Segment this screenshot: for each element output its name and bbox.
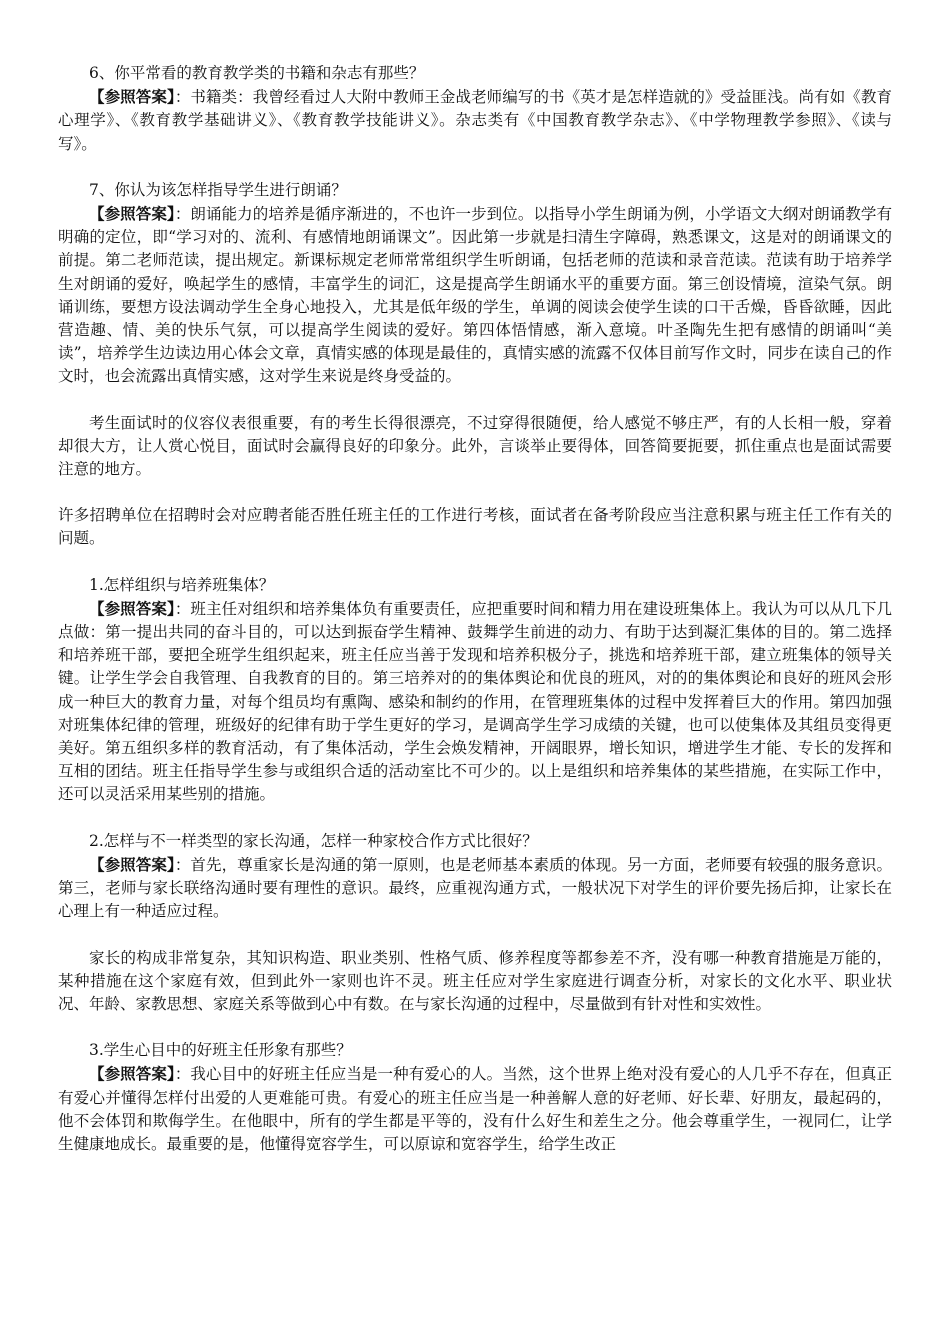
answer-class-3-text: ：我心目中的好班主任应当是一种有爱心的人。当然，这个世界上绝对没有爱心的人几乎不存在，但真正有爱心并懂得怎样付出爱的人更难能可贵。有爱心的班主任应当是一种善解人意的好老师、好长辈、好朋友，最起码的，他不会体罚和欺侮学生。在他眼中，所有的学生都是平等的，没有什么好生和差生之分。他会尊重学生，一视同仁，让学生健康地成长。最重要的是，他懂得宽容学生，可以原谅和宽容学生，给学生改正 [58,1065,892,1153]
question-7: 7、你认为该怎样指导学生进行朗诵？ [89,180,347,199]
paragraph-appearance: 考生面试时的仪容仪表很重要，有的考生长得很漂亮，不过穿得很随便，给人感觉不够庄严，有的人长相一般，穿着却很大方，让人赏心悦目，面试时会赢得良好的印象分。此外，言谈举止要得体，回答简要扼要，抓住重点也是面试需要注意的地方。 [58,413,892,479]
question-class-1: 1.怎样组织与培养班集体？ [89,575,275,594]
answer-7 [58,202,892,389]
question-class-3: 3.学生心目中的好班主任形象有那些？ [89,1041,352,1060]
question-class-2: 2.怎样与不一样类型的家长沟通，怎样一种家校合作方式比很好？ [89,831,538,850]
answer-6-text: ：书籍类：我曾经看过人大附中教师王金战老师编写的书《英才是怎样造就的》受益匪浅。尚有如《教育心理学》、《教育教学基础讲义》、《教育教学技能讲义》。杂志类有《中国教育教学杂志》、《中学物理教学参照》、《读与写》。 [58,88,892,153]
answer-7-text: ：朗诵能力的培养是循序渐进的，不也许一步到位。以指导小学生朗诵为例，小学语文大纲对朗诵教学有明确的定位，即“学习对的、流利、有感情地朗诵课文”。因此第一步就是扫清生字障碍，熟悉课文，这是对的朗诵课文的前提。第二老师范读，提出规定。新课标规定老师常常组织学生听朗诵，包括老师的范读和录音范读。范读有助于培养学生对朗诵的爱好，唤起学生的感情，丰富学生的词汇，这是提高学生朗诵水平的重要方面。第三创设情境，渲染气氛。朗诵训练，要想方设法调动学生全身心地投入，尤其是低年级的学生，单调的阅读会使学生读的口干舌燥，昏昏欲睡，因此营造趣、情、美的快乐气氛，可以提高学生阅读的爱好。第四体悟情感，渐入意境。叶圣陶先生把有感情的朗诵叫“美读”，培养学生边读边用心体会文章，真情实感的体现是最佳的，真情实感的流露不仅体目前写作文时，同步在读自己的作文时，也会流露出真情实感，这对学生来说是终身受益的。 [58,205,892,386]
answer-class-1-text: ：班主任对组织和培养集体负有重要责任，应把重要时间和精力用在建设班集体上。我认为可以从几下几点做：第一提出共同的奋斗目的，可以达到振奋学生精神、鼓舞学生前进的动力、有助于达到凝汇集体的目的。第二选择和培养班干部，要把全班学生组织起来，班主任应当善于发现和培养积极分子，挑选和培养班干部，建立班集体的领导关键。让学生学会自我管理、自我教育的目的。第三培养对的的集体舆论和优良的班风，对的的集体舆论和良好的班风会形成一种巨大的教育力量，对每个组员均有熏陶、感染和制约的作用，在管理班集体的过程中发挥着巨大的作用。第四加强对班集体纪律的管理，班级好的纪律有助于学生更好的学习，是调高学生学习成绩的关键，也可以使集体及其组员变得更美好。第五组织多样的教育活动，有了集体活动，学生会焕发精神，开阔眼界，增长知识，增进学生才能、专长的发挥和互相的团结。班主任指导学生参与或组织合适的活动室比不可少的。以上是组织和培养集体的某些措施，在实际工作中，还可以灵活采用某些别的措施。 [58,599,892,804]
answer-7-tag: 【参照答案】 [89,204,175,224]
answer-class-2-tag: 【参照答案】 [89,854,175,874]
question-6: 6、你平常看的教育教学类的书籍和杂志有那些？ [89,64,425,82]
paragraph-intro: 许多招聘单位在招聘时会对应聘者能否胜任班主任的工作进行考核，面试者在备考阶段应当注意积累与班主任工作有关的问题。 [58,506,892,548]
paragraph-parents: 家长的构成非常复杂，其知识构造、职业类别、性格气质、修养程度等都参差不齐，没有哪一种教育措施是万能的，某种措施在这个家庭有效，但到此外一家则也许不灵。班主任应对学生家庭进行调查分析，对家长的文化水平、职业状况、年龄、家教思想、家庭关系等做到心中有数。在与家长沟通的过程中，尽量做到有针对性和实效性。 [58,948,892,1013]
answer-class-1 [58,597,892,807]
answer-6-tag: 【参照答案】 [89,87,175,107]
answer-class-2 [58,853,892,924]
answer-class-1-tag: 【参照答案】 [89,598,175,618]
answer-class-3 [58,1062,892,1156]
answer-6 [58,85,892,156]
answer-class-2-text: ：首先，尊重家长是沟通的第一原则，也是老师基本素质的体现。另一方面，老师要有较强的服务意识。第三，老师与家长联络沟通时要有理性的意识。最终，应重视沟通方式，一般状况下对学生的评价要先扬后抑，让家长在心理上有一种适应过程。 [58,855,892,921]
answer-class-3-tag: 【参照答案】 [89,1064,175,1084]
